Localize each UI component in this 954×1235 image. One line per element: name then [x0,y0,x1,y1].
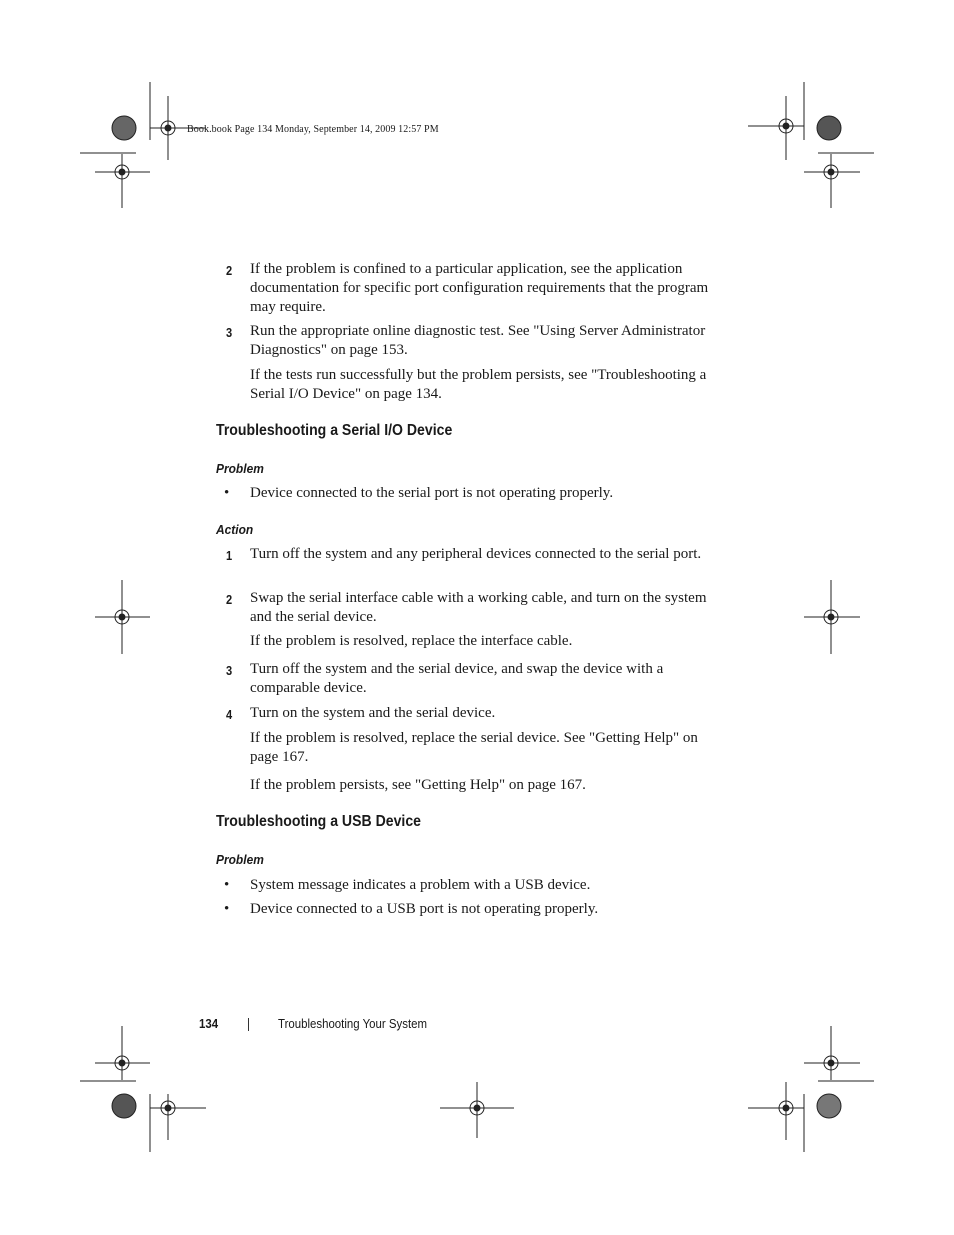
intro-note: If the tests run successfully but the problem persists, see "Troubleshooting a Serial I/O Device" on page 134. [250,367,707,402]
step-text: If the problem is confined to a particular application, see the application documentation for specific port configuration requirements that the program may require. [250,261,709,315]
usb-problem-bullet-1 [224,876,714,895]
slug-line: Book.book Page 134 Monday, September 14, 2009 12:57 PM [187,124,439,135]
serial-problem-label: Problem [216,461,264,476]
bullet-dot: • [224,877,230,893]
intro-step-3 [226,322,716,360]
step-number: 3 [226,663,233,678]
serial-step-4 [226,704,716,723]
step-number: 3 [226,325,233,340]
serial-note-after-step-4-a: If the problem is resolved, replace the serial device. See "Getting Help" on page 167. [250,730,698,765]
bullet-dot: • [224,485,230,501]
step-text: Run the appropriate online diagnostic test. See "Using Server Administrator Diagnostics" on page 153. [250,323,706,358]
serial-note-after-step-2: If the problem is resolved, replace the interface cable. [250,633,573,649]
serial-step-2 [226,589,716,627]
step-number: 1 [226,548,233,563]
usb-problem-bullet-2 [224,900,714,919]
chapter-title: Troubleshooting Your System [278,1016,428,1031]
page-number: 134 [199,1016,219,1031]
footer-separator [248,1018,249,1031]
step-text: Turn on the system and the serial device. [250,705,496,721]
serial-step-3 [226,660,716,698]
step-number: 4 [226,707,233,722]
bullet-text: System message indicates a problem with a USB device. [250,877,591,893]
serial-action-label: Action [216,522,254,537]
serial-problem-bullet [224,484,714,503]
usb-section-heading: Troubleshooting a USB Device [216,813,421,830]
serial-note-after-step-4-b: If the problem persists, see "Getting Help" on page 167. [250,777,586,793]
bullet-text: Device connected to a USB port is not operating properly. [250,901,599,917]
serial-step-1 [226,545,716,564]
step-number: 2 [226,592,233,607]
step-text: Turn off the system and any peripheral devices connected to the serial port. [250,546,702,562]
intro-step-2 [226,260,716,317]
bullet-dot: • [224,901,230,917]
step-text: Turn off the system and the serial device, and swap the device with a comparable device. [250,661,664,696]
step-text: Swap the serial interface cable with a working cable, and turn on the system and the serial device. [250,590,707,625]
serial-section-heading: Troubleshooting a Serial I/O Device [216,422,453,439]
usb-problem-label: Problem [216,852,264,867]
bullet-text: Device connected to the serial port is not operating properly. [250,485,614,501]
step-number: 2 [226,263,233,278]
